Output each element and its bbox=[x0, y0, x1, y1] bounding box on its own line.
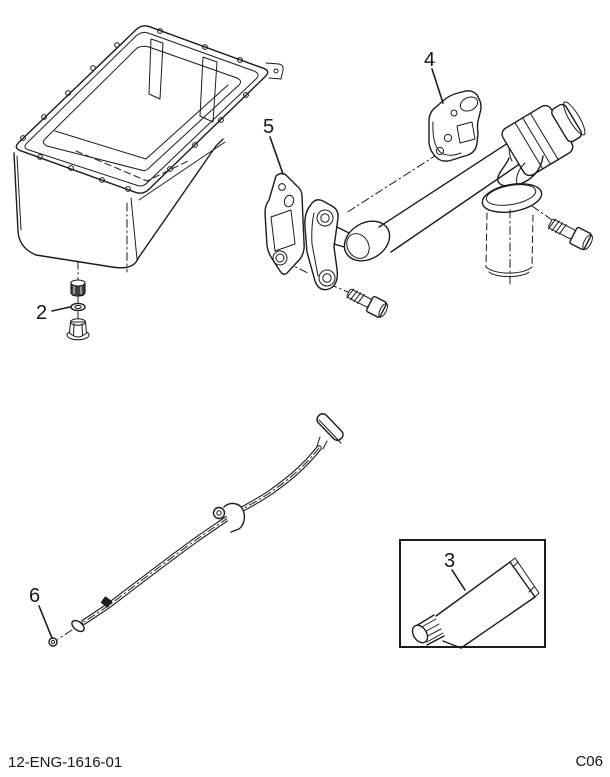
drain-plug bbox=[71, 280, 85, 296]
suction-tube-flange bbox=[305, 200, 338, 290]
callout-5-label: 5 bbox=[263, 116, 275, 138]
dipstick-tube-assembly bbox=[49, 412, 345, 646]
callout-4-leader bbox=[432, 69, 443, 103]
oil-pan-baffle bbox=[149, 39, 217, 122]
footer-page-code: C06 bbox=[575, 753, 603, 770]
sealant-inset bbox=[400, 540, 545, 648]
oil-pan-corner-tab bbox=[266, 63, 283, 79]
oil-pan-body-front-edge bbox=[131, 198, 137, 259]
gasket-5 bbox=[265, 174, 304, 275]
callout-3-label: 3 bbox=[444, 550, 456, 572]
gasket4-alignment-line bbox=[346, 154, 438, 213]
callout-4 bbox=[424, 49, 443, 103]
mounting-bolt-right bbox=[546, 215, 595, 252]
callout-2-leader bbox=[52, 307, 70, 311]
footer-drawing-number: 12-ENG-1616-01 bbox=[8, 754, 123, 771]
pickup-screen bbox=[480, 179, 544, 286]
oil-pan-body-underrim-edge bbox=[139, 142, 225, 200]
callout-4-label: 4 bbox=[424, 49, 436, 71]
drain-plug-assembly bbox=[67, 261, 89, 340]
drain-plug-gasket bbox=[71, 303, 85, 310]
callout-2-label: 2 bbox=[36, 302, 48, 324]
oil-pan-floor-edges bbox=[55, 85, 228, 159]
tube-fitting bbox=[49, 638, 57, 646]
callout-5-leader bbox=[270, 137, 283, 174]
callout-6-label: 6 bbox=[29, 585, 41, 607]
callout-5 bbox=[263, 116, 283, 174]
callout-2 bbox=[36, 302, 70, 324]
gasket-4 bbox=[429, 91, 481, 161]
dipstick-tube-core bbox=[84, 448, 319, 622]
tube-coupler bbox=[500, 93, 593, 178]
oil-pan-rim-inner bbox=[25, 32, 258, 186]
oil-pan-corner-tab-hole bbox=[274, 69, 278, 73]
drain-plug-nut bbox=[67, 319, 89, 340]
oil-pan bbox=[14, 26, 283, 272]
fitting-axis bbox=[58, 630, 72, 639]
oil-pan-body-slant-edge bbox=[139, 139, 223, 257]
screen-bolt-axis bbox=[532, 206, 552, 220]
oil-pan-rim-outer bbox=[16, 26, 267, 193]
callout-6 bbox=[29, 585, 52, 638]
mounting-bolt-left bbox=[345, 285, 390, 319]
callout-6-leader bbox=[39, 606, 52, 638]
